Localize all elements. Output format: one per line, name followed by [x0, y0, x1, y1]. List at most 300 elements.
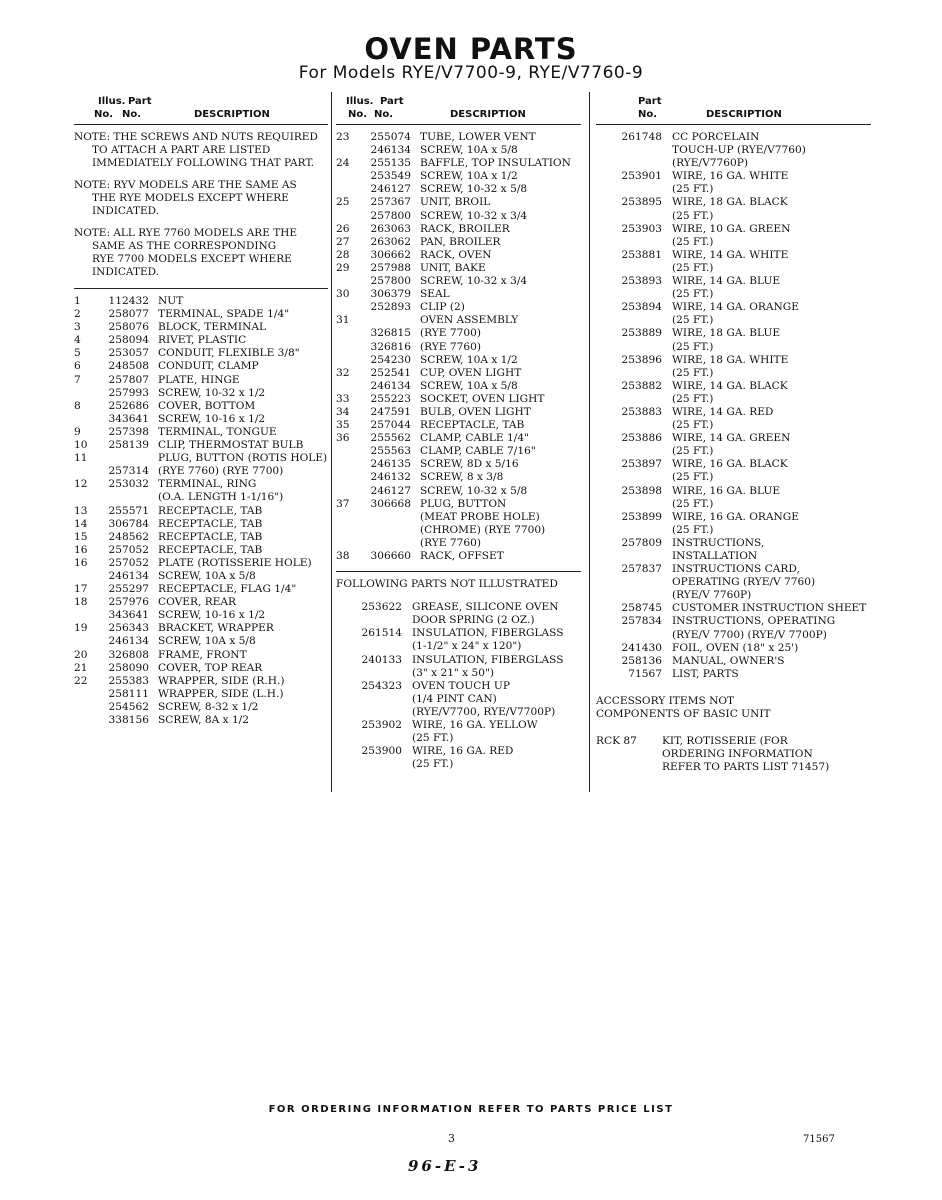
part-description: OVEN TOUCH UP [412, 679, 510, 692]
table-row [74, 491, 328, 504]
illus-number: 32 [336, 366, 350, 379]
illus-number [336, 183, 358, 196]
part-description: TERMINAL, RING [158, 478, 257, 491]
table-row [336, 262, 581, 275]
part-number: 253893 [621, 275, 662, 288]
table-row [596, 602, 871, 615]
part-number [596, 524, 672, 537]
part-number [96, 452, 158, 465]
table-row [74, 662, 328, 675]
table-row [596, 642, 871, 655]
illus-number: 26 [336, 222, 350, 235]
part-description: (O.A. LENGTH 1-1/16") [158, 491, 284, 504]
part-description: TERMINAL, TONGUE [158, 425, 277, 438]
part-description: RECEPTACLE, TAB [158, 543, 263, 556]
table-row [336, 170, 581, 183]
part-number [596, 550, 672, 563]
part-description: SCREW, 10A x 5/8 [420, 144, 518, 157]
illus-number: 1 [74, 295, 81, 307]
part-description: (25 FT.) [672, 366, 714, 379]
illus-number [74, 635, 96, 648]
part-description: FOIL, OVEN (18" x 25') [672, 641, 799, 654]
part-description: SCREW, 10-32 x 3/4 [420, 209, 528, 222]
part-number: 241430 [621, 641, 662, 654]
part-description: WIRE, 16 GA. RED [412, 745, 514, 758]
illus-number: 19 [74, 622, 88, 635]
table-row [336, 719, 581, 732]
column-divider [589, 92, 590, 792]
table-row [74, 374, 328, 387]
table-row [74, 308, 328, 321]
part-number: 253886 [621, 432, 662, 445]
part-description: RACK, BROILER [420, 222, 510, 235]
illus-number [336, 341, 358, 354]
part-description: BLOCK, TERMINAL [158, 321, 267, 334]
illus-number: 29 [336, 261, 350, 274]
part-number: 246134 [370, 379, 411, 392]
part-number: 255074 [370, 131, 411, 143]
part-number: 338156 [108, 714, 149, 726]
table-row [74, 413, 328, 426]
part-number: 254562 [108, 700, 149, 713]
part-description: (25 FT.) [672, 235, 714, 248]
part-description: RECEPTACLE, TAB [158, 517, 263, 530]
part-number [596, 183, 672, 196]
table-row [74, 544, 328, 557]
header-rule [596, 124, 871, 125]
table-row [336, 524, 581, 537]
table-row [74, 426, 328, 439]
part-description: (MEAT PROBE HOLE) [420, 510, 540, 523]
table-row [74, 635, 328, 648]
illus-number: 2 [74, 308, 81, 321]
column-divider [331, 92, 332, 792]
part-description: (25 FT.) [672, 445, 714, 458]
part-description: (CHROME) (RYE 7700) [420, 523, 546, 536]
part-description: WIRE, 14 GA. WHITE [672, 248, 789, 261]
table-row [596, 511, 871, 524]
part-number [336, 732, 412, 745]
part-description: INSTALLATION [672, 550, 758, 562]
part-description: LIST, PARTS [672, 667, 739, 680]
table-row [336, 471, 581, 484]
part-number: 253894 [621, 301, 662, 314]
table-row [336, 210, 581, 223]
part-number: 246135 [370, 458, 411, 471]
part-description: RECEPTACLE, TAB [158, 504, 263, 517]
table-row [336, 131, 581, 144]
part-number: 253901 [621, 170, 662, 183]
part-number: 306668 [370, 497, 411, 510]
part-description: CC PORCELAIN [672, 131, 760, 143]
part-number: 261748 [621, 131, 662, 143]
header-rule [74, 124, 328, 125]
part-number: 255562 [370, 432, 411, 445]
part-description: PAN, BROILER [420, 235, 501, 248]
part-description: SCREW, 10-32 x 3/4 [420, 275, 528, 288]
part-number: 248508 [108, 360, 149, 373]
part-description: CONDUIT, FLEXIBLE 3/8" [158, 347, 300, 360]
part-number: 257834 [621, 615, 662, 628]
part-number: 253899 [621, 510, 662, 523]
illus-number [74, 714, 96, 727]
table-row [336, 380, 581, 393]
table-row [596, 223, 871, 236]
table-row [74, 452, 328, 465]
part-description: FRAME, FRONT [158, 648, 247, 661]
table-row [596, 537, 871, 550]
table-row [74, 714, 328, 727]
table-row [336, 680, 581, 693]
part-number: 253897 [621, 458, 662, 471]
table-row [336, 367, 581, 380]
part-description: WIRE, 10 GA. GREEN [672, 222, 791, 235]
part-number: 246134 [108, 569, 149, 582]
part-number: 112432 [108, 295, 149, 307]
table-row [74, 334, 328, 347]
part-number: 257052 [108, 543, 149, 556]
part-description: TERMINAL, SPADE 1/4" [158, 308, 290, 321]
part-number: 343641 [108, 609, 149, 622]
table-row [596, 288, 871, 301]
part-description: WIRE, 16 GA. BLUE [672, 484, 781, 497]
part-description: SCREW, 10A x 1/2 [420, 353, 518, 366]
parts-list [336, 131, 581, 563]
part-number: 254323 [361, 679, 402, 692]
table-row [336, 327, 581, 340]
table-row [596, 314, 871, 327]
table-row [596, 380, 871, 393]
illus-number: 18 [74, 596, 88, 609]
part-description: WIRE, 18 GA. BLUE [672, 327, 781, 340]
part-description: INSTRUCTIONS, OPERATING [672, 615, 836, 628]
table-row [596, 249, 871, 262]
part-number: 255135 [370, 157, 411, 170]
illus-number: 3 [74, 321, 81, 334]
part-description: WIRE, 16 GA. YELLOW [412, 719, 538, 732]
part-description: BULB, OVEN LIGHT [420, 405, 531, 418]
part-number [336, 758, 412, 771]
part-description: SCREW, 10A x 5/8 [158, 635, 256, 648]
table-row [74, 400, 328, 413]
part-description: WIRE, 16 GA. WHITE [672, 170, 789, 183]
part-description: (RYE 7700) [420, 327, 481, 340]
part-description: (RYE/V 7700) (RYE/V 7700P) [672, 628, 827, 641]
table-row [336, 157, 581, 170]
part-number [358, 537, 420, 550]
table-row [596, 419, 871, 432]
part-number [596, 288, 672, 301]
part-number: 256343 [108, 622, 149, 635]
part-number: 246134 [108, 635, 149, 648]
table-row [336, 314, 581, 327]
illus-number [74, 701, 96, 714]
part-description: SCREW, 8D x 5/16 [420, 458, 519, 471]
page-title: OVEN PARTS [364, 32, 578, 66]
table-row [74, 505, 328, 518]
part-number [336, 614, 412, 627]
part-description: (25 FT.) [672, 523, 714, 536]
part-number: 263063 [370, 222, 411, 235]
part-description: SCREW, 10-32 x 1/2 [158, 386, 266, 399]
illus-number [336, 301, 358, 314]
table-row [336, 758, 581, 771]
part-number [596, 144, 672, 157]
table-row [74, 675, 328, 688]
illus-number: 16 [74, 556, 88, 569]
part-number: 306662 [370, 248, 411, 261]
table-row [596, 629, 871, 642]
table-row [596, 131, 871, 144]
table-row [74, 701, 328, 714]
illus-number: 20 [74, 648, 88, 661]
illus-number [336, 144, 358, 157]
part-description: RACK, OFFSET [420, 550, 504, 562]
part-description: (RYE/V7700, RYE/V7700P) [412, 705, 556, 718]
table-row [596, 196, 871, 209]
part-number: 257314 [108, 465, 149, 478]
part-description: (1/4 PINT CAN) [412, 692, 497, 705]
table-row [74, 518, 328, 531]
part-number [336, 667, 412, 680]
part-number: 257976 [108, 596, 149, 609]
illus-number: 38 [336, 550, 350, 562]
table-row [596, 524, 871, 537]
part-description: SCREW, 10-32 x 5/8 [420, 183, 528, 196]
table-row [336, 458, 581, 471]
part-number: 253032 [108, 478, 149, 491]
part-description: COVER, REAR [158, 596, 237, 609]
part-number [596, 341, 672, 354]
notes-rule [74, 288, 328, 289]
part-description: PLUG, BUTTON (ROTIS HOLE) [158, 452, 328, 465]
part-description: SCREW, 10-16 x 1/2 [158, 412, 266, 425]
column-header: Illus. Part No. No. DESCRIPTION [346, 96, 526, 120]
part-number: 253902 [361, 719, 402, 732]
part-description: CLAMP, CABLE 7/16" [420, 445, 536, 458]
part-description: (25 FT.) [412, 758, 454, 771]
illus-number: 14 [74, 517, 88, 530]
part-description: SCREW, 10A x 5/8 [158, 569, 256, 582]
part-description: INSULATION, FIBERGLASS [412, 653, 564, 666]
table-row [74, 531, 328, 544]
part-description: (RYE/V7760P) [672, 157, 748, 170]
part-description: RECEPTACLE, TAB [158, 530, 263, 543]
part-number: 257988 [370, 261, 411, 274]
table-row [596, 589, 871, 602]
note-line: NOTE: RYV MODELS ARE THE SAME AS [74, 179, 297, 191]
illus-number: 27 [336, 235, 350, 248]
part-number [596, 445, 672, 458]
part-description: (25 FT.) [672, 261, 714, 274]
table-row [336, 341, 581, 354]
table-row [596, 393, 871, 406]
illus-number [336, 380, 358, 393]
part-description: WIRE, 18 GA. WHITE [672, 353, 789, 366]
part-description: INSULATION, FIBERGLASS [412, 627, 564, 640]
table-row [596, 327, 871, 340]
table-row [596, 655, 871, 668]
part-number: 246132 [370, 471, 411, 484]
note-line: RYE 7700 MODELS EXCEPT WHERE [92, 253, 292, 265]
part-description: (25 FT.) [672, 392, 714, 405]
header-rule [336, 124, 581, 125]
part-description: TUBE, LOWER VENT [420, 131, 536, 143]
note-block [74, 227, 328, 279]
part-number: 247591 [370, 405, 411, 418]
table-row [596, 367, 871, 380]
part-number: 254230 [370, 353, 411, 366]
part-number [596, 419, 672, 432]
illus-number [74, 688, 96, 701]
part-number: 253889 [621, 327, 662, 340]
part-description: (RYE/V 7760P) [672, 589, 752, 602]
part-number [336, 706, 412, 719]
part-number: 257800 [370, 275, 411, 288]
table-row [74, 688, 328, 701]
part-number: 257044 [370, 419, 411, 432]
part-number: 246127 [370, 484, 411, 497]
part-description: (25 FT.) [672, 497, 714, 510]
table-row [336, 223, 581, 236]
part-description: (25 FT.) [672, 471, 714, 484]
form-number: 71567 [803, 1134, 835, 1145]
part-description: (1-1/2" x 24" x 120") [412, 640, 522, 653]
illus-number [74, 413, 96, 426]
table-row [336, 745, 581, 758]
table-row [596, 170, 871, 183]
part-number: 257398 [108, 425, 149, 438]
table-row [596, 668, 871, 681]
illus-number [336, 170, 358, 183]
table-row [596, 354, 871, 367]
illus-number: 9 [74, 425, 81, 438]
part-description: SCREW, 10-32 x 5/8 [420, 484, 528, 497]
part-description: SCREW, 10-16 x 1/2 [158, 609, 266, 622]
part-number: 255571 [108, 504, 149, 517]
illus-number: 8 [74, 399, 81, 412]
note-line: SAME AS THE CORRESPONDING [92, 240, 277, 252]
table-row [336, 640, 581, 653]
part-description: BAFFLE, TOP INSULATION [420, 157, 571, 170]
table-row [74, 387, 328, 400]
part-description: (25 FT.) [672, 209, 714, 222]
table-row [74, 360, 328, 373]
part-number: 326815 [370, 327, 411, 340]
part-number [358, 511, 420, 524]
table-row [596, 301, 871, 314]
part-description: WIRE, 16 GA. ORANGE [672, 510, 799, 523]
table-row [336, 196, 581, 209]
part-number: 248562 [108, 530, 149, 543]
part-number [596, 367, 672, 380]
table-row [336, 601, 581, 614]
table-row [336, 614, 581, 627]
table-row [336, 654, 581, 667]
table-row [74, 465, 328, 478]
table-row [74, 321, 328, 334]
part-description: CONDUIT, CLAMP [158, 360, 259, 373]
part-number: 258076 [108, 321, 149, 334]
part-description: DOOR SPRING (2 OZ.) [412, 614, 535, 627]
part-description: WIRE, 14 GA. GREEN [672, 432, 791, 445]
table-row [336, 406, 581, 419]
note-block [74, 179, 328, 218]
illus-number: 25 [336, 196, 350, 209]
table-row [336, 183, 581, 196]
left-column [74, 95, 328, 727]
part-description: (RYE 7760) [420, 536, 481, 549]
table-row [74, 609, 328, 622]
part-description: OPERATING (RYE/V 7760) [672, 576, 816, 589]
part-number: 252686 [108, 399, 149, 412]
part-number: 258111 [108, 687, 149, 700]
illus-number: 36 [336, 432, 350, 445]
table-row [596, 341, 871, 354]
note-line: INDICATED. [92, 266, 159, 278]
table-row [74, 439, 328, 452]
part-number: 71567 [628, 667, 662, 680]
table-row [74, 478, 328, 491]
part-number: 257809 [621, 536, 662, 549]
part-number: 326816 [370, 340, 411, 353]
illus-number: 5 [74, 347, 81, 360]
part-number: 253898 [621, 484, 662, 497]
part-number: 253549 [370, 170, 411, 183]
part-description: WRAPPER, SIDE (L.H.) [158, 687, 284, 700]
part-number [596, 210, 672, 223]
part-description: WIRE, 14 GA. BLUE [672, 275, 781, 288]
illus-number: 7 [74, 373, 81, 386]
illus-number [336, 327, 358, 340]
note-line: THE RYE MODELS EXCEPT WHERE [92, 192, 289, 204]
part-number [358, 314, 420, 327]
table-row [336, 537, 581, 550]
part-number [336, 693, 412, 706]
part-number [596, 314, 672, 327]
note-line: NOTE: ALL RYE 7760 MODELS ARE THE [74, 227, 298, 239]
illus-number [336, 275, 358, 288]
ordering-footer: FOR ORDERING INFORMATION REFER TO PARTS PRICE LIST [268, 1104, 674, 1115]
table-row [336, 511, 581, 524]
table-row [596, 432, 871, 445]
part-number: 257807 [108, 373, 149, 386]
illus-number: 30 [336, 288, 350, 301]
parts-list [74, 295, 328, 727]
part-description: CUSTOMER INSTRUCTION SHEET [672, 602, 867, 615]
table-row [336, 498, 581, 511]
part-number: 253883 [621, 405, 662, 418]
right-column [596, 95, 871, 774]
rotisserie-kit: RCK 87 KIT, ROTISSERIE (FOR ORDERING INFORMATION REFER TO PARTS LIST 71457) [596, 734, 830, 774]
illus-number: 34 [336, 405, 350, 418]
table-row [336, 144, 581, 157]
illus-number: 6 [74, 360, 81, 373]
part-number [596, 236, 672, 249]
part-description: INSTRUCTIONS CARD, [672, 563, 800, 576]
part-description: (25 FT.) [672, 314, 714, 327]
part-number [596, 471, 672, 484]
illus-number [336, 485, 358, 498]
table-row [336, 550, 581, 563]
illus-number [336, 524, 358, 537]
part-description: UNIT, BAKE [420, 261, 486, 274]
part-description: CLAMP, CABLE 1/4" [420, 432, 529, 445]
table-row [336, 275, 581, 288]
parts-list [596, 131, 871, 681]
table-row [596, 144, 871, 157]
part-number: 258090 [108, 661, 149, 674]
